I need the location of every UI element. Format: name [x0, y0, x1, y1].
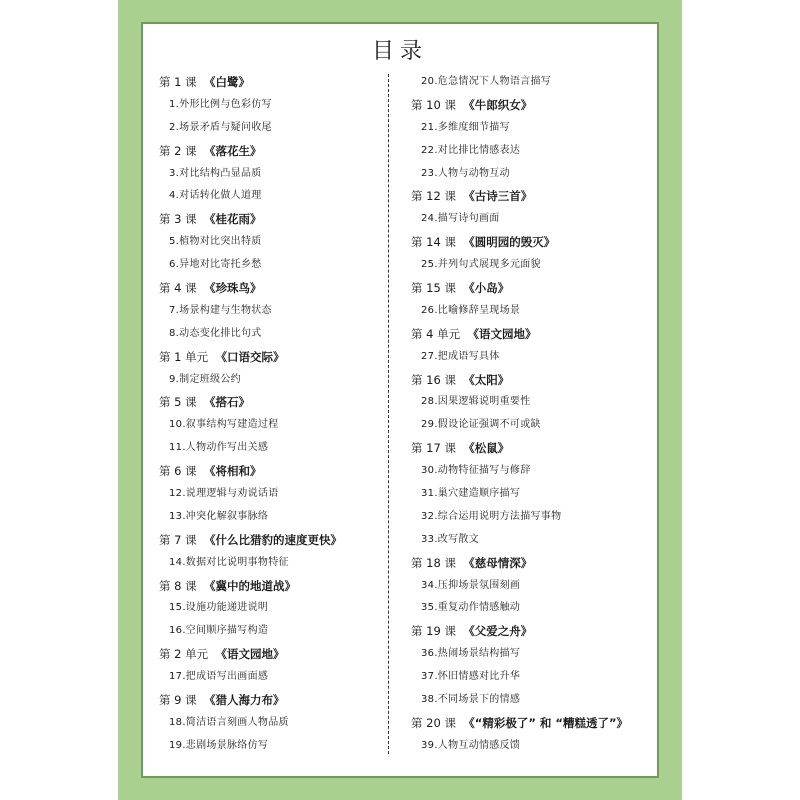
toc-item: 18.简洁语言刻画人物品质: [169, 716, 289, 728]
toc-item: 26.比喻修辞呈现场景: [421, 304, 521, 316]
lesson-number: 第 12 课: [411, 189, 456, 204]
lesson-title: 《搭石》: [203, 395, 250, 410]
toc-item: 24.描写诗句画面: [421, 213, 500, 225]
lesson-title: 《猎人海力布》: [203, 693, 285, 708]
toc-item: 23.人物与动物互动: [421, 167, 510, 179]
column-divider: [388, 74, 389, 754]
lesson-number: 第 5 课: [159, 395, 197, 410]
lesson-title: 《小岛》: [463, 281, 510, 296]
toc-lesson-heading: [411, 369, 657, 392]
toc-lesson-heading: [159, 71, 379, 94]
toc-item: 8.动态变化排比句式: [169, 327, 262, 339]
toc-item: 29.假设论证强调不可或缺: [421, 419, 541, 431]
toc-item: 11.人物动作写出关感: [169, 442, 269, 454]
toc-item: 38.不同场景下的情感: [421, 694, 521, 706]
toc-item: 7.场景构建与生物状态: [169, 304, 272, 316]
toc-item: 31.巢穴建造顺序描写: [421, 488, 521, 500]
toc-item: 30.动物特征描写与修辞: [421, 465, 531, 477]
lesson-number: 第 16 课: [411, 372, 456, 387]
toc-lesson-heading: [159, 346, 379, 369]
lesson-title: 《将相和》: [203, 464, 262, 479]
lesson-number: 第 20 课: [411, 715, 456, 730]
lesson-title: 《父爱之舟》: [463, 624, 533, 639]
toc-item: 4.对话转化做人道理: [169, 190, 262, 202]
lesson-title: 《太阳》: [463, 372, 510, 387]
toc-lesson-heading: [159, 689, 379, 712]
lesson-number: 第 2 课: [159, 143, 197, 158]
toc-item: 15.设施功能递进说明: [169, 602, 269, 614]
toc-item: 27.把成语写具体: [421, 350, 500, 362]
toc-item: 17.把成语写出画面感: [169, 671, 269, 683]
toc-item: 36.热闹场景结构描写: [421, 648, 521, 660]
toc-item: 37.怀旧情感对比升华: [421, 671, 521, 683]
toc-lesson-heading: [159, 391, 379, 414]
toc-lesson-heading: [159, 529, 379, 552]
lesson-title: 《落花生》: [203, 143, 262, 158]
lesson-number: 第 17 课: [411, 441, 456, 456]
lesson-number: 第 10 课: [411, 97, 456, 112]
toc-item: 16.空间顺序描写构造: [169, 625, 269, 637]
toc-item: 9.制定班级公约: [169, 373, 241, 385]
toc-lesson-heading: [159, 460, 379, 483]
lesson-number: 第 18 课: [411, 555, 456, 570]
lesson-title: 《白鹭》: [203, 75, 250, 89]
lesson-number: 第 1 单元: [159, 349, 209, 364]
lesson-number: 第 4 课: [159, 281, 197, 296]
lesson-title: 《桂花雨》: [203, 212, 262, 227]
toc-item: 34.压抑场景氛围刻画: [421, 579, 521, 591]
lesson-title: 《“精彩极了” 和 “糟糕透了”》: [463, 715, 629, 730]
toc-item: 6.异地对比寄托乡愁: [169, 259, 262, 271]
lesson-title: 《什么比猎豹的速度更快》: [203, 532, 342, 547]
toc-left-column: [159, 71, 379, 758]
toc-lesson-heading: [411, 712, 657, 735]
toc-lesson-heading: [159, 575, 379, 598]
lesson-title: 《古诗三首》: [463, 189, 533, 204]
lesson-number: 第 9 课: [159, 693, 197, 708]
lesson-number: 第 19 课: [411, 624, 456, 639]
toc-item: 33.改写散文: [421, 533, 480, 545]
toc-item: 19.悲剧场景脉络仿写: [169, 739, 269, 751]
toc-item: 28.因果逻辑说明重要性: [421, 396, 531, 408]
toc-item: 20.危急情况下人物语言描写: [421, 76, 552, 87]
toc-lesson-heading: [159, 208, 379, 231]
lesson-title: 《珍珠鸟》: [203, 281, 262, 296]
toc-lesson-heading: [159, 643, 379, 666]
lesson-number: 第 8 课: [159, 578, 197, 593]
lesson-number: 第 15 课: [411, 281, 456, 296]
toc-lesson-heading: [411, 437, 657, 460]
lesson-title: 《慈母情深》: [463, 555, 533, 570]
toc-item: 12.说理逻辑与劝说话语: [169, 488, 279, 500]
toc-lesson-heading: [411, 552, 657, 575]
toc-lesson-heading: [411, 185, 657, 208]
lesson-title: 《圆明园的毁灭》: [463, 235, 556, 250]
toc-item: 1.外形比例与色彩仿写: [169, 98, 272, 110]
toc-lesson-heading: [411, 620, 657, 643]
toc-lesson-heading: [159, 140, 379, 163]
toc-lesson-heading: [411, 231, 657, 254]
lesson-title: 《语文园地》: [215, 647, 285, 662]
toc-item: 35.重复动作情感触动: [421, 602, 521, 614]
toc-item: 21.多维度细节描写: [421, 121, 510, 133]
lesson-number: 第 4 单元: [411, 326, 461, 341]
lesson-number: 第 2 单元: [159, 647, 209, 662]
toc-item: 5.植物对比突出特质: [169, 236, 262, 248]
toc-lesson-heading: [159, 277, 379, 300]
toc-right-column: [411, 71, 657, 758]
toc-item: 2.场景矛盾与疑问收尾: [169, 121, 272, 133]
lesson-number: 第 3 课: [159, 212, 197, 227]
toc-item: 3.对比结构凸显品质: [169, 167, 262, 179]
toc-item: 10.叙事结构写建造过程: [169, 419, 279, 431]
lesson-number: 第 7 课: [159, 532, 197, 547]
toc-lesson-heading: [411, 323, 657, 346]
toc-item: 13.冲突化解叙事脉络: [169, 510, 269, 522]
toc-lesson-heading: [411, 277, 657, 300]
toc-item: 32.综合运用说明方法描写事物: [421, 510, 562, 522]
lesson-title: 《口语交际》: [215, 349, 285, 364]
lesson-title: 《牛郎织女》: [463, 97, 533, 112]
toc-item: 14.数据对比说明事物特征: [169, 556, 289, 568]
toc-item: 22.对比排比情感表达: [421, 144, 521, 156]
lesson-title: 《冀中的地道战》: [203, 578, 296, 593]
toc-lesson-heading: [411, 94, 657, 117]
toc-item: 39.人物互动情感反馈: [421, 739, 521, 751]
page-title: 目录: [371, 39, 428, 64]
lesson-title: 《松鼠》: [463, 441, 510, 456]
lesson-title: 《语文园地》: [467, 326, 537, 341]
toc-item: 25.并列句式展现多元面貌: [421, 259, 541, 271]
lesson-number: 第 14 课: [411, 235, 456, 250]
lesson-number: 第 1 课: [159, 75, 197, 89]
lesson-number: 第 6 课: [159, 464, 197, 479]
